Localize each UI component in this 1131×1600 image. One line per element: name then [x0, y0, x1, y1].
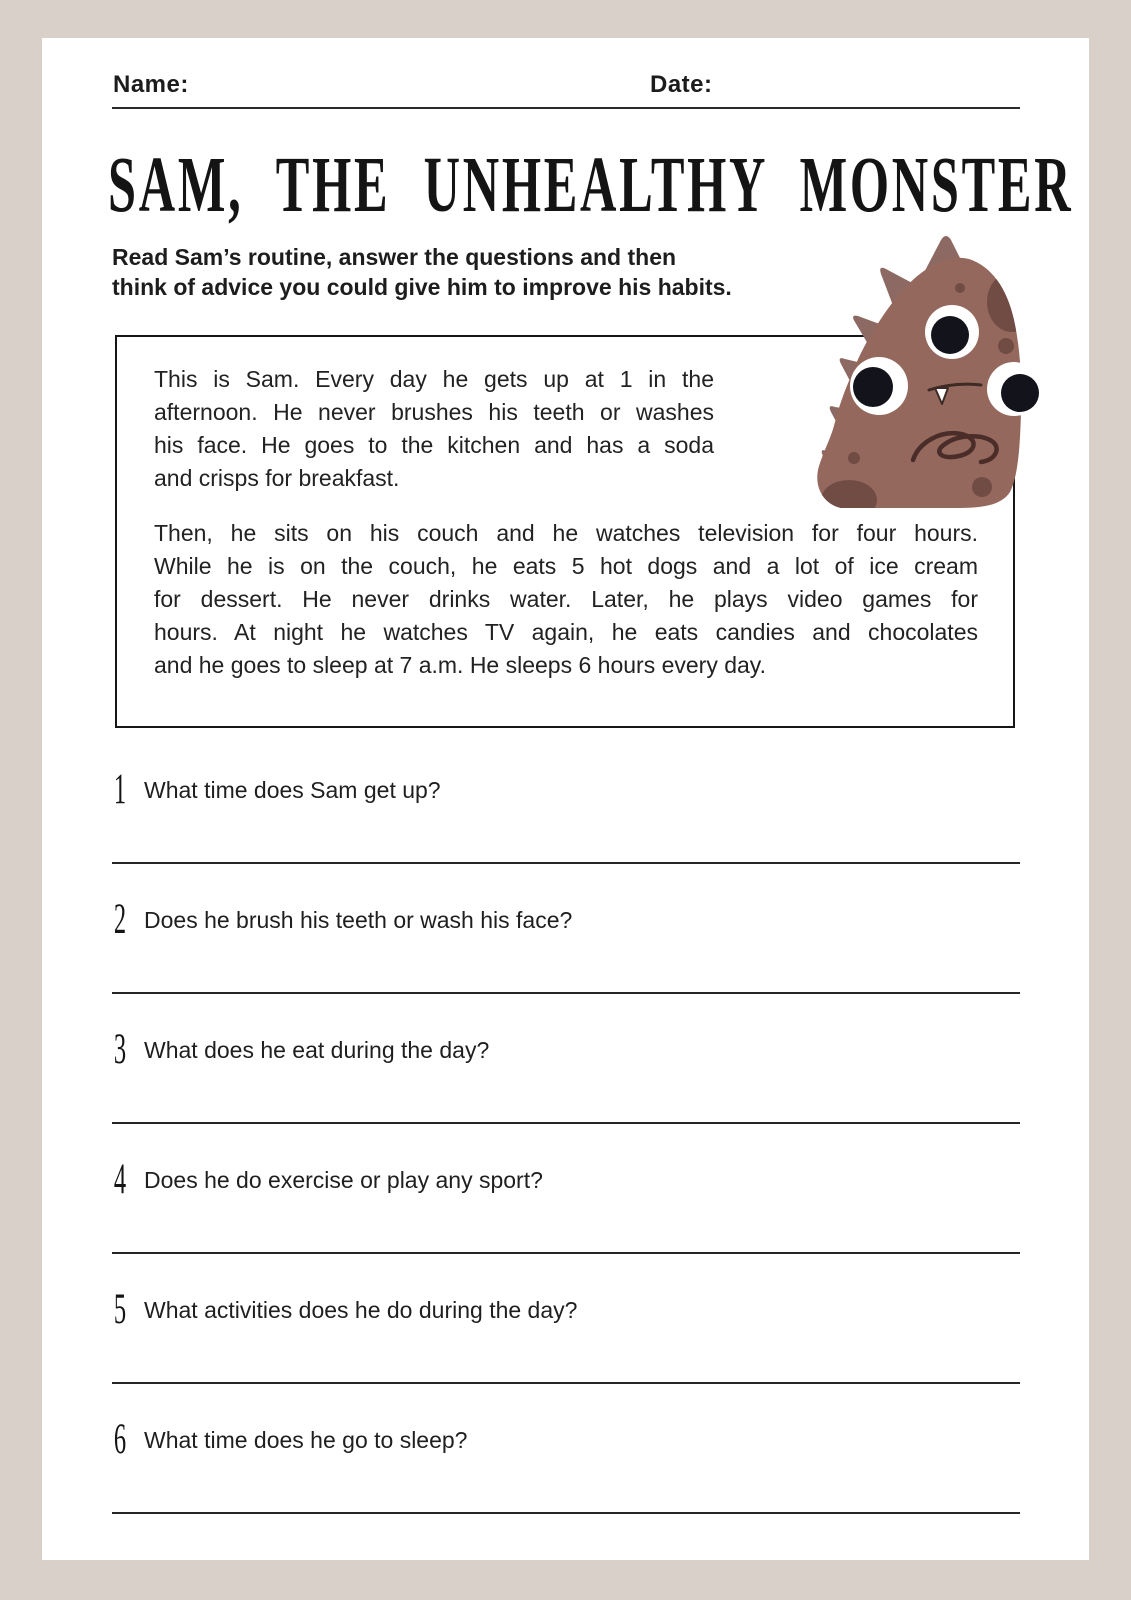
question-2	[110, 895, 573, 944]
passage-line: for dessert. He never drinks water. Later, he plays video games for	[154, 586, 978, 612]
passage-line: Then, he sits on his couch and he watches television for four hours.	[154, 520, 978, 546]
question-1-text: What time does Sam get up?	[144, 776, 441, 803]
question-5-text: What activities does he do during the day?	[144, 1296, 578, 1323]
question-5-number: 5	[113, 1285, 127, 1334]
passage-line: hours. At night he watches TV again, he eats candies and chocolates	[154, 619, 978, 645]
answer-line-1[interactable]	[112, 862, 1020, 864]
question-4-number: 4	[113, 1155, 127, 1204]
passage-line: This is Sam. Every day he gets up at 1 in the	[154, 366, 714, 392]
question-1	[110, 765, 441, 814]
date-label: Date:	[650, 71, 713, 98]
instructions	[112, 242, 732, 302]
question-3	[110, 1025, 490, 1074]
question-6-number: 6	[113, 1415, 127, 1464]
passage-line: and he goes to sleep at 7 a.m. He sleeps 6 hours every day.	[154, 652, 766, 678]
question-2-text: Does he brush his teeth or wash his face?	[144, 906, 573, 933]
answer-line-3[interactable]	[112, 1122, 1020, 1124]
question-4-text: Does he do exercise or play any sport?	[144, 1166, 543, 1193]
paper	[42, 38, 1089, 1560]
passage-paragraph-2	[154, 517, 978, 682]
answer-line-4[interactable]	[112, 1252, 1020, 1254]
answer-line-6[interactable]	[112, 1512, 1020, 1514]
passage-line: his face. He goes to the kitchen and has a soda	[154, 432, 714, 458]
question-3-text: What does he eat during the day?	[144, 1036, 490, 1063]
question-2-number: 2	[113, 895, 127, 944]
passage-line: While he is on the couch, he eats 5 hot dogs and a lot of ice cream	[154, 553, 978, 579]
instructions-line-2: think of advice you could give him to improve his habits.	[112, 274, 732, 300]
monster-illustration	[805, 228, 1045, 508]
name-label: Name:	[113, 71, 189, 98]
passage-paragraph-1	[154, 363, 714, 495]
answer-line-2[interactable]	[112, 992, 1020, 994]
passage-line: afternoon. He never brushes his teeth or washes	[154, 399, 714, 425]
instructions-line-1: Read Sam’s routine, answer the questions and then	[112, 244, 677, 270]
name-date-writing-line[interactable]	[112, 107, 1020, 109]
passage-line: and crisps for breakfast.	[154, 465, 400, 491]
answer-line-5[interactable]	[112, 1382, 1020, 1384]
question-6-text: What time does he go to sleep?	[144, 1426, 468, 1453]
question-3-number: 3	[113, 1025, 127, 1074]
question-4	[110, 1155, 543, 1204]
question-5	[110, 1285, 578, 1334]
question-1-number: 1	[113, 765, 127, 814]
worksheet-title: SAM, THE UNHEALTHY MONSTER	[108, 141, 1074, 230]
question-6	[110, 1415, 468, 1464]
